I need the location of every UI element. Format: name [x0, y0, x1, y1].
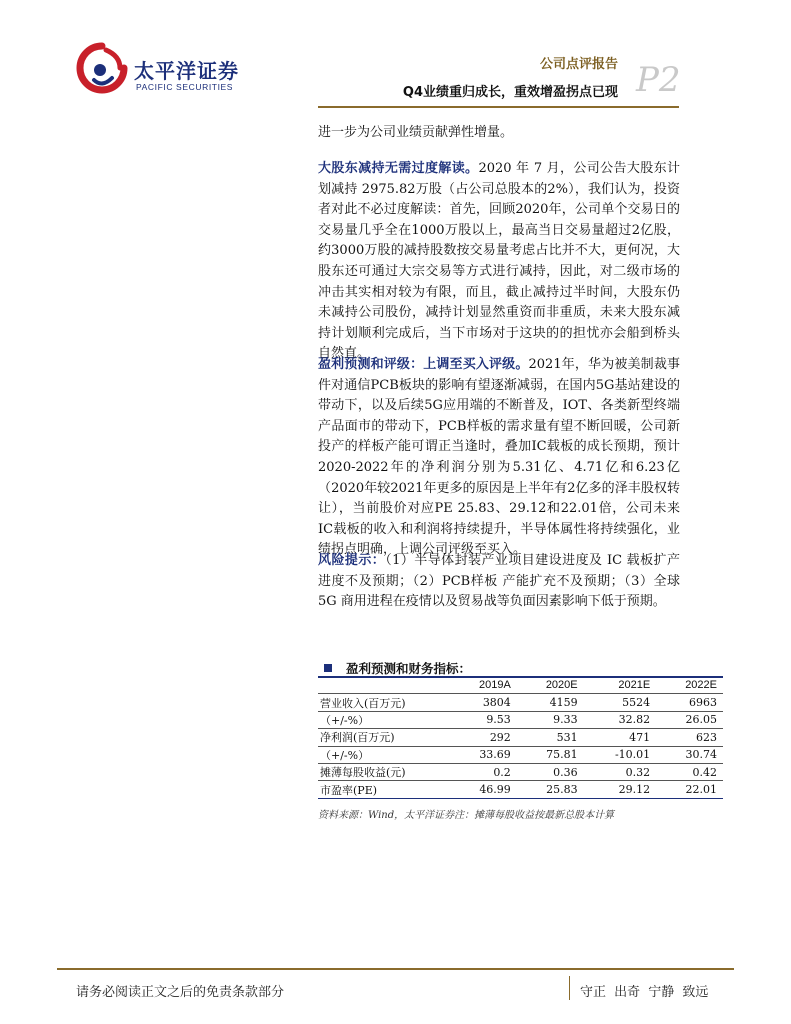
- table-cell: 0.2: [450, 763, 517, 780]
- table-cell: 471: [584, 729, 657, 746]
- table-header-row: [318, 677, 723, 694]
- table-cell: 4159: [517, 694, 584, 711]
- paragraph-text: 2021年，华为被美制裁事件对通信PCB板块的影响有望逐渐减弱，在国内5G基站建设的带动下，以及后续5G应用端的不断普及，IOT、各类新型终端产品面市的带动下，PCB样板的需求量有望不断回暖，公司新投产的样板产能可谓正当逢时，叠加IC载板的成长预期，预计2020-2022年的净利润分别为5.31亿、4.71亿和6.23亿（2020年较2021年更多的原因是上半年有2亿多的泽丰股权转让），当前股价对应PE 25.83、29.12和22.01倍，公司未来IC载板的收入和利润将持续提升，半导体属性将持续强化，业绩拐点明确，上调公司评级至买入。: [318, 357, 680, 558]
- paragraph-continuation: [318, 123, 680, 144]
- paragraph-heading: 风险提示：: [318, 553, 386, 568]
- table-source-note: 资料来源：Wind，太平洋证券注：摊薄每股收益按最新总股本计算: [318, 810, 615, 821]
- header-divider: [318, 106, 679, 108]
- table-cell: 22.01: [656, 781, 723, 798]
- page-number: P2: [636, 60, 681, 100]
- row-label: 摊薄每股收益(元): [318, 763, 450, 780]
- column-header: 2021E: [584, 677, 657, 694]
- paragraph-risk-warning: [318, 551, 680, 613]
- table-title-marker-icon: [324, 664, 332, 672]
- paragraph-text: 进一步为公司业绩贡献弹性增量。: [318, 125, 514, 140]
- table-row: [318, 746, 723, 763]
- row-label: 净利润(百万元): [318, 729, 450, 746]
- paragraph-heading: 大股东减持无需过度解读。: [318, 161, 479, 176]
- row-label: （+/-%）: [318, 711, 450, 728]
- column-header: [318, 677, 450, 694]
- column-header: 2022E: [656, 677, 723, 694]
- footer-divider: [57, 968, 734, 970]
- column-header: 2019A: [450, 677, 517, 694]
- table-row: [318, 711, 723, 728]
- table-cell: 32.82: [584, 711, 657, 728]
- logo-cn-text: 太平洋证券: [134, 59, 239, 83]
- table-cell: 3804: [450, 694, 517, 711]
- paragraph-text: 2020 年 7 月，公司公告大股东计划减持 2975.82万股（占公司总股本的2%），我们认为，投资者对此不必过度解读：首先，回顾2020年，公司单个交易日的交易量几乎全在1000万股以上，最高当日交易量超过2亿股，约3000万股的减持股数按交易量考虑占比并不大，更何况，大股东还可通过大宗交易等方式进行减持，因此，对二级市场的冲击其实相对较为有限，而且，截止减持过半时间，大股东仍未减持公司股份，减持计划显然重资而非重质，未来大股东减持计划顺利完成后，当下市场对于这块的的担忧亦会船到桥头自然直。: [318, 161, 680, 362]
- table-row: [318, 763, 723, 780]
- table-cell: 0.36: [517, 763, 584, 780]
- row-label: 营业收入(百万元): [318, 694, 450, 711]
- table-cell: 75.81: [517, 746, 584, 763]
- table-cell: 292: [450, 729, 517, 746]
- table-cell: 531: [517, 729, 584, 746]
- table-cell: 0.32: [584, 763, 657, 780]
- table-cell: -10.01: [584, 746, 657, 763]
- table-cell: 33.69: [450, 746, 517, 763]
- column-header: 2020E: [517, 677, 584, 694]
- table-cell: 9.33: [517, 711, 584, 728]
- table-cell: 26.05: [656, 711, 723, 728]
- table-cell: 0.42: [656, 763, 723, 780]
- footer-motto: 守正 出奇 宁静 致远: [580, 985, 709, 1000]
- paragraph-forecast-rating: [318, 355, 680, 561]
- paragraph-heading: 盈利预测和评级：上调至买入评级。: [318, 357, 529, 372]
- table-cell: 30.74: [656, 746, 723, 763]
- row-label: （+/-%）: [318, 746, 450, 763]
- paragraph-text: （1）半导体封装产业项目建设进度及 IC 载板扩产进度不及预期；（2）PCB样板 产能扩充不及预期；（3）全球 5G 商用进程在疫情以及贸易战等负面因素影响下低于预期。: [318, 553, 680, 610]
- table-cell: 9.53: [450, 711, 517, 728]
- table-cell: 25.83: [517, 781, 584, 798]
- logo-en-text: PACIFIC SECURITIES: [136, 82, 234, 92]
- table-row: [318, 694, 723, 711]
- footer-disclaimer-note: 请务必阅读正文之后的免责条款部分: [76, 985, 285, 1000]
- report-type: 公司点评报告: [539, 57, 618, 72]
- table-cell: 623: [656, 729, 723, 746]
- table-cell: 6963: [656, 694, 723, 711]
- financial-table: [318, 677, 723, 799]
- table-cell: 29.12: [584, 781, 657, 798]
- report-title: Q4业绩重归成长，重效增盈拐点已现: [402, 85, 618, 100]
- table-row: [318, 781, 723, 798]
- paragraph-shareholder-reduction: [318, 159, 680, 365]
- table-row: [318, 729, 723, 746]
- row-label: 市盈率(PE): [318, 781, 450, 798]
- footer-vertical-divider: [569, 976, 570, 1000]
- table-cell: 46.99: [450, 781, 517, 798]
- table-title: 盈利预测和财务指标：: [346, 661, 472, 676]
- company-logo-icon: [76, 42, 128, 94]
- table-cell: 5524: [584, 694, 657, 711]
